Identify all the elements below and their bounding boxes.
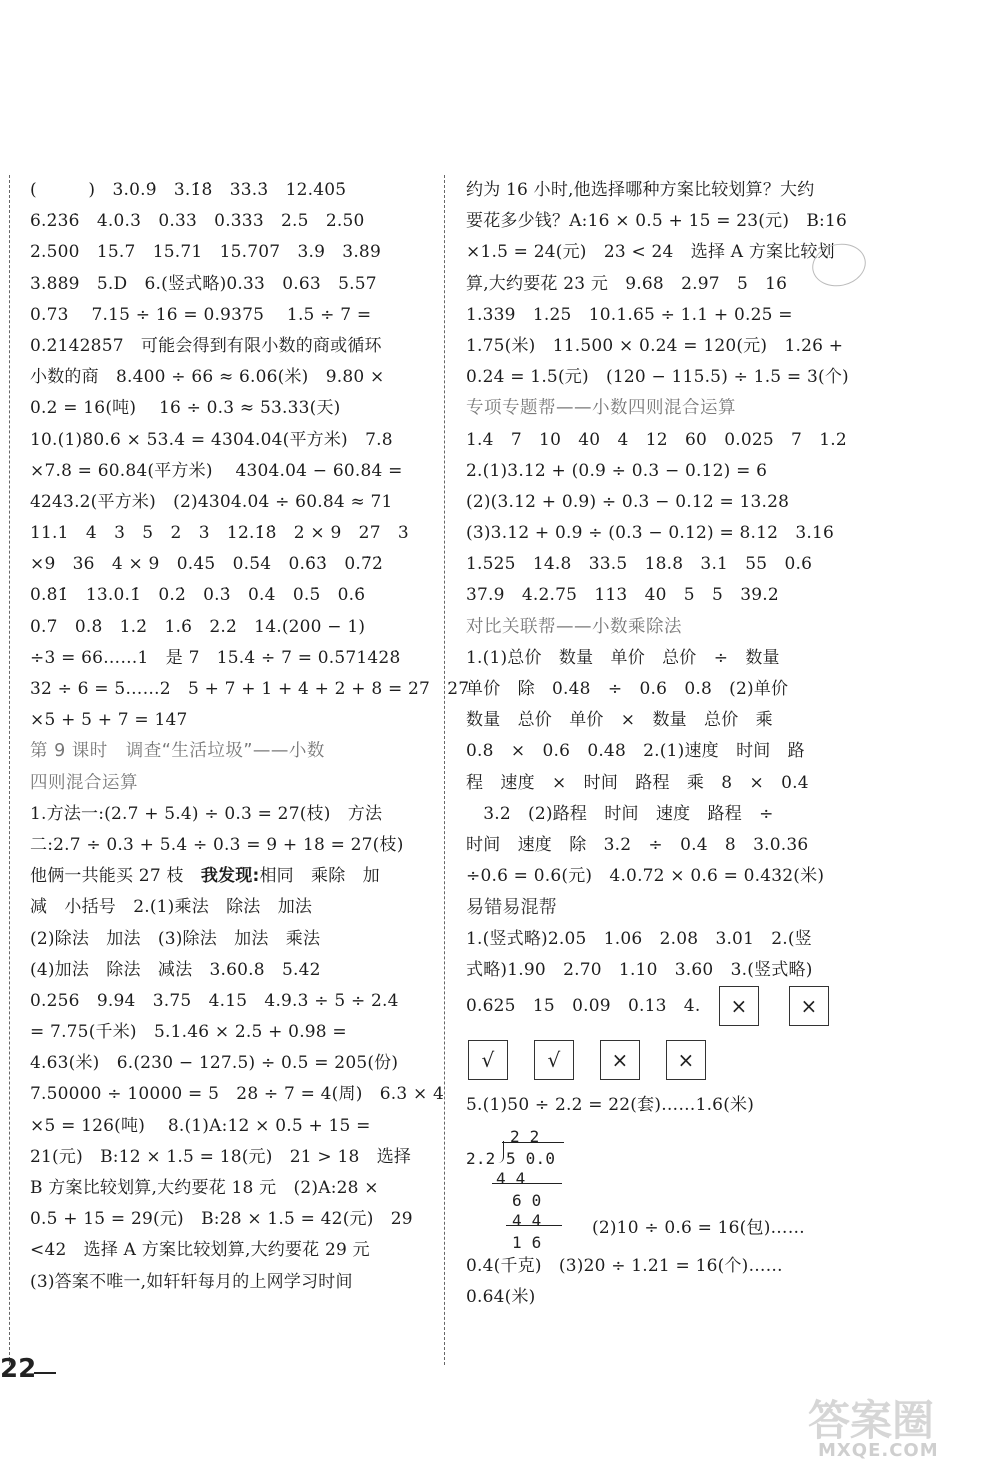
judgement-box: × [719, 986, 759, 1026]
answer-line: 算,大约要花 23 元 9.68 2.97 5 16 [466, 273, 788, 294]
division-step-3: 4 4 [512, 1211, 542, 1231]
answer-line: 约为 16 小时,他选择哪种方案比较划算？大约 [466, 180, 815, 200]
discover-label: 我发现: [200, 866, 260, 887]
q5-part2-line: (2)10 ÷ 0.6 = 16(包)…… [592, 1218, 805, 1239]
section-title-error-prone: 易错易混帮 [466, 897, 557, 919]
division-dividend: 5 0.0 [506, 1149, 556, 1169]
lesson-answer-lines-continued [30, 892, 445, 1297]
division-remainder: 1 6 [512, 1233, 542, 1253]
answer-line: 11.1 4 3 5 2 3 12.1̇8̇ 2 × 9 27 3 [30, 523, 409, 544]
q5-part2c-line: 0.64(米) [466, 1287, 536, 1308]
division-step-3-line [506, 1225, 562, 1226]
left-answer-lines [30, 175, 470, 736]
answer-line: 1.(1)总价 数量 单价 总价 ÷ 数量 [466, 647, 780, 668]
answer-line: 2.(1)3.12 + (0.9 ÷ 0.3 − 0.12) = 6 [466, 460, 768, 481]
answer-line: 6.2̇36̇ 4.0.3 0.33 0.333 2.5 2.50 [30, 211, 365, 232]
line-before-boxes [466, 986, 861, 1026]
answer-line: 0.2 = 16(吨) 16 ÷ 0.3 ≈ 53.33(天) [30, 398, 341, 419]
watermark-url: MXQE.COM [818, 1440, 939, 1461]
answer-line: 4243.2(平方米) (2)4304.04 ÷ 60.84 ≈ 71 [30, 491, 393, 512]
answer-line: ×9 36 4 × 9 0.4̇5̇ 0.5̇4̇ 0.6̇3̇ 0.7̇2̇ [30, 554, 383, 575]
answer-line: 21(元) B:12 × 1.5 = 18(元) 21 > 18 选择 [30, 1146, 412, 1167]
answer-line: 0.2̇14285̇7 可能会得到有限小数的商或循环 [30, 335, 382, 356]
answer-line: 3.889 5.D 6.(竖式略)0.33 0.63 5.57 [30, 273, 377, 294]
answer-line: ÷3 = 66……1 是 7 15.4 ÷ 7 = 0.5̇71428̇ [30, 647, 401, 668]
left-column [30, 175, 470, 1298]
answer-line: 0.8̇1̇ 13.0.1̇ 0.2̇ 0.3̇ 0.4̇ 0.5̇ 0.6̇ [30, 585, 366, 606]
answer-line: 1.75(米) 11.500 × 0.24 = 120(元) 1.26 + [466, 335, 844, 356]
answer-line: 二:2.7 ÷ 0.3 + 5.4 ÷ 0.3 = 9 + 18 = 27(枝) [30, 834, 404, 855]
answer-line: 37.9 4.2.75 113 40 5 5 39.2 [466, 585, 779, 606]
answer-line: (2)(3.12 + 0.9) ÷ 0.3 − 0.12 = 13.28 [466, 491, 790, 512]
answer-line: 时间 速度 除 3.2 ÷ 0.4 8 3.0.36 [466, 834, 809, 855]
section-title-comparison: 对比关联帮——小数乘除法 [466, 616, 682, 637]
left-margin-dashed-line [9, 175, 10, 1365]
comparison-lines [466, 643, 861, 893]
answer-line: B 方案比较划算,大约要花 18 元 (2)A:28 × [30, 1178, 379, 1198]
answer-line: (3)答案不唯一,如轩轩每月的上网学习时间 [30, 1271, 353, 1292]
judgement-box: × [789, 986, 829, 1026]
answer-line: ×7.8 = 60.84(平方米) 4304.04 − 60.84 = [30, 460, 403, 481]
lesson-heading-line-2: 四则混合运算 [30, 772, 138, 793]
page-number: 22 [0, 1354, 37, 1384]
watermark-logo-text: 答案圈 [808, 1396, 935, 1445]
answer-line: ×5 + 5 + 7 = 147 [30, 710, 188, 731]
answer-line: 4.63(米) 6.(230 − 127.5) ÷ 0.5 = 205(份) [30, 1053, 399, 1074]
answer-line: <42 选择 A 方案比较划算,大约要花 29 元 [30, 1240, 370, 1261]
answer-line: 1.(竖式略)2.05 1.06 2.08 3.01 2.(竖 [466, 928, 812, 949]
answer-line: 2.500 15.7 15.71 15.707 3.9 3.89 [30, 242, 381, 263]
answer-line: 10.(1)80.6 × 53.4 = 4304.04(平方米) 7.8 [30, 429, 393, 450]
answer-line: 1.339 1.25 10.1.65 ÷ 1.1 + 0.25 = [466, 304, 793, 325]
division-bracket [498, 1141, 504, 1163]
error-prone-lines [466, 924, 861, 986]
answer-line: 单价 除 0.48 ÷ 0.6 0.8 (2)单价 [466, 679, 789, 699]
answer-line: 0.73 7.15 ÷ 16 = 0.9375 1.5 ÷ 7 = [30, 304, 372, 325]
answer-line: 7.50000 ÷ 10000 = 5 28 ÷ 7 = 4(周) 6.3 × 4 [30, 1084, 445, 1105]
watermark [808, 1388, 988, 1468]
answer-line: 0.5 + 15 = 29(元) B:28 × 1.5 = 42(元) 29 [30, 1209, 413, 1230]
answer-line: ×5 = 126(吨) 8.(1)A:12 × 0.5 + 15 = [30, 1115, 371, 1136]
long-division-block [466, 1121, 861, 1251]
judgement-box: × [600, 1040, 640, 1080]
answers-before-boxes: 0.625 15 0.09 0.13 4. [466, 995, 701, 1016]
answer-line: 要花多少钱？A:16 × 0.5 + 15 = 23(元) B:16 [466, 211, 848, 232]
section-title-special-topic: 专项专题帮——小数四则混合运算 [466, 398, 736, 419]
lesson-heading-line-1: 第 9 课时 调查“生活垃圾”——小数 [30, 741, 325, 762]
answer-line: 0.7̇ 0.8̇ 1.2̇ 1.6̇ 2.2̇ 14.(200 − 1) [30, 616, 366, 637]
page-number-rule [34, 1372, 56, 1374]
answer-line: (4)加法 除法 减法 3.60.8 5.42 [30, 959, 321, 980]
answer-line: 3.2 (2)路程 时间 速度 路程 ÷ [466, 803, 774, 824]
discover-suffix: 相同 乘除 加 [259, 866, 380, 887]
judgement-box: √ [468, 1040, 508, 1080]
answer-line: = 7.75(千米) 5.1.46 × 2.5 + 0.98 = [30, 1022, 347, 1043]
division-quotient: 2 2 [510, 1127, 540, 1147]
right-answer-lines [466, 175, 861, 393]
judgement-boxes-row [466, 1026, 861, 1090]
answer-line: 32 ÷ 6 = 5……2 5 + 7 + 1 + 4 + 2 + 8 = 27 27 [30, 679, 470, 699]
answer-line: ÷0.6 = 0.6(元) 4.0.72 × 0.6 = 0.432(米) [466, 866, 825, 887]
answer-line: (2)除法 加法 (3)除法 加法 乘法 [30, 928, 321, 949]
long-division [466, 1121, 586, 1251]
special-topic-lines [466, 425, 861, 612]
answer-line: 0.24 = 1.5(元) (120 − 115.5) ÷ 1.5 = 3(个) [466, 367, 849, 388]
judgement-box: √ [534, 1040, 574, 1080]
q5-line: 5.(1)50 ÷ 2.2 = 22(套)……1.6(米) [466, 1094, 755, 1115]
answer-line: 1.4 7 10 40 4 12 60 0.025 7 1.2 [466, 429, 847, 450]
answer-line: 1.方法一:(2.7 + 5.4) ÷ 0.3 = 27(枝) 方法 [30, 803, 383, 824]
division-step-1: 4 4 [496, 1169, 526, 1189]
answer-line: 0.256 9.94 3.75 4.15 4.9.3 ÷ 5 ÷ 2.4 [30, 990, 399, 1011]
lesson-answer-lines [30, 799, 425, 861]
right-column [466, 175, 861, 1313]
answer-line: 小数的商 8.400 ÷ 66 ≈ 6.06(米) 9.80 × [30, 367, 385, 388]
answer-line: 数量 总价 单价 × 数量 总价 乘 [466, 710, 773, 731]
judgement-box: × [666, 1040, 706, 1080]
answer-line: 程 速度 × 时间 路程 乘 8 × 0.4 [466, 772, 809, 793]
answer-line: 式略)1.90 2.70 1.10 3.60 3.(竖式略) [466, 959, 813, 980]
division-step-1-line [492, 1183, 562, 1184]
column-divider-dashed-line [444, 175, 445, 1365]
answer-line: ×1.5 = 24(元) 23 < 24 选择 A 方案比较划 [466, 242, 835, 263]
answer-line: ( ) 3.0.9̇ 3.1̇8̇ 33.3̇ 12.4̇05̇ [30, 180, 347, 200]
q5-part2b-line: 0.4(千克) (3)20 ÷ 1.21 = 16(个)…… [466, 1256, 783, 1277]
answer-line: (3)3.12 + 0.9 ÷ (0.3 − 0.12) = 8.12 3.16 [466, 523, 835, 544]
discover-prefix: 他俩一共能买 27 枝 [30, 866, 201, 887]
answer-line: 1.525 14.8 33.5 18.8 3.1 55 0.6 [466, 554, 813, 575]
division-step-2: 6 0 [512, 1191, 542, 1211]
division-divisor: 2.2 [466, 1149, 496, 1169]
discover-line [30, 861, 425, 892]
answer-line: 减 小括号 2.(1)乘法 除法 加法 [30, 897, 313, 918]
answer-line: 0.8 × 0.6 0.48 2.(1)速度 时间 路 [466, 741, 805, 762]
